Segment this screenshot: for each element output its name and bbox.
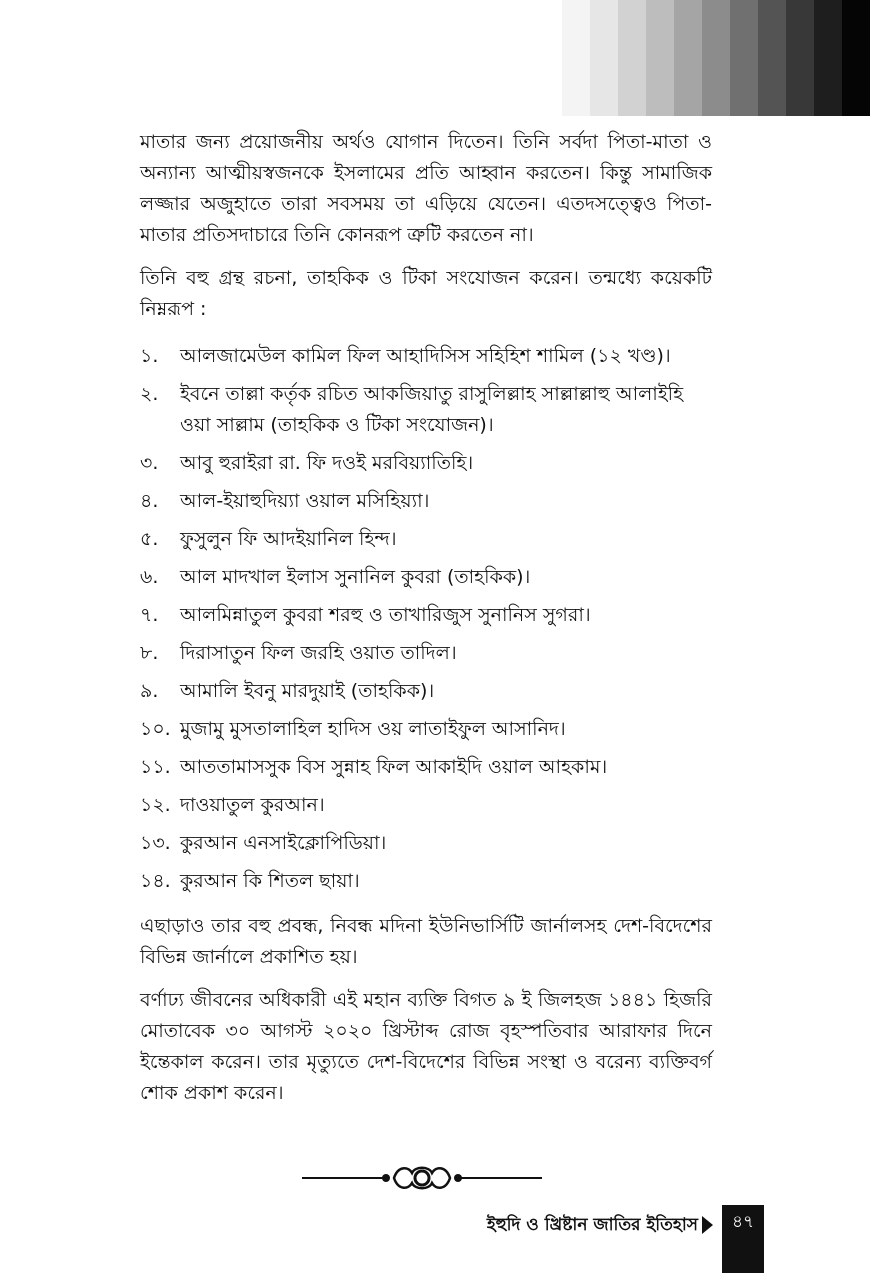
list-item-number: ২.: [140, 383, 159, 405]
list-item-title: আততামাসসুক বিস সুন্নাহ ফিল আকাইদি ওয়াল আহকাম।: [180, 756, 608, 778]
list-item-number: ১২.: [140, 794, 171, 816]
list-item: [140, 638, 712, 669]
list-item: [140, 379, 712, 441]
list-item-title: আবু হুরাইরা রা. ফি দওই মরবিয়্যাতিহি।: [180, 452, 474, 474]
list-item-title: ইবনে তাল্লা কর্তৃক রচিত আকজিয়াতু রাসুলিল্লাহ সাল্লাল্লাহু আলাইহি ওয়া সাল্লাম (তাহকিক ও টিকা সংযোজন)।: [180, 383, 684, 436]
page-number: ৪৭: [722, 1205, 764, 1273]
list-item-number: ৩.: [140, 452, 159, 474]
list-item-title: মুজামু মুসতালাহিল হাদিস ওয় লাতাইফুল আসানিদ।: [180, 718, 566, 740]
list-item-number: ৭.: [140, 604, 159, 626]
list-item-number: ১৪.: [140, 870, 171, 892]
gradient-swatch: [814, 0, 842, 116]
list-item-title: দাওয়াতুল কুরআন।: [180, 794, 325, 816]
list-item: [140, 866, 712, 897]
list-item-number: ৯.: [140, 680, 159, 702]
footer-arrow-icon: [702, 1216, 713, 1234]
list-item-number: ৬.: [140, 566, 159, 588]
gradient-swatch: [786, 0, 814, 116]
gradient-swatch: [646, 0, 674, 116]
list-item-title: দিরাসাতুন ফিল জরহি ওয়াত তাদিল।: [180, 642, 457, 664]
list-item-number: ১৩.: [140, 832, 171, 854]
list-item-title: আলজামেউল কামিল ফিল আহাদিসিস সহিহিশ শামিল (১২ খণ্ড)।: [180, 345, 671, 367]
list-item-number: ১.: [140, 345, 159, 367]
gradient-swatch: [842, 0, 870, 116]
list-item-title: আলমিন্নাতুল কুবরা শরহু ও তাখারিজুস সুনানিস সুগরা।: [180, 604, 591, 626]
list-item: [140, 341, 712, 372]
list-item: [140, 524, 712, 555]
list-item-title: আল মাদখাল ইলাস সুনানিল কুবরা (তাহকিক)।: [180, 566, 531, 588]
list-item: [140, 448, 712, 479]
gradient-swatch: [758, 0, 786, 116]
gradient-swatch: [562, 0, 590, 116]
list-item-title: ফুসুলুন ফি আদইয়ানিল হিন্দ।: [180, 528, 397, 550]
gradient-swatch: [590, 0, 618, 116]
list-item-number: ৫.: [140, 528, 159, 550]
books-intro-paragraph: তিনি বহু গ্রন্থ রচনা, তাহকিক ও টিকা সংযোজন করেন। তন্মধ্যে কয়েকটি নিম্নরূপ :: [140, 267, 712, 320]
gradient-swatch: [618, 0, 646, 116]
list-item: [140, 790, 712, 821]
header-gradient-bar: [562, 0, 870, 116]
list-item-number: ১০.: [140, 718, 171, 740]
list-item-title: কুরআন এনসাইক্লোপিডিয়া।: [180, 832, 387, 854]
list-item: [140, 486, 712, 517]
list-item: [140, 752, 712, 783]
list-item: [140, 562, 712, 593]
list-item: [140, 676, 712, 707]
book-list: [140, 341, 712, 897]
gradient-swatch: [674, 0, 702, 116]
list-item-title: আল-ইয়াহুদিয়্যা ওয়াল মসিহিয়্যা।: [180, 490, 430, 512]
list-item-number: ১১.: [140, 756, 171, 778]
list-item-title: কুরআন কি শিতল ছায়া।: [180, 870, 360, 892]
list-item: [140, 714, 712, 745]
page-content: [140, 127, 712, 1121]
list-item-title: আমালি ইবনু মারদুয়াই (তাহকিক)।: [180, 680, 435, 702]
footer-book-title: ইহুদি ও খ্রিষ্টান জাতির ইতিহাস: [486, 1215, 698, 1235]
list-item-number: ৮.: [140, 642, 159, 664]
list-item: [140, 828, 712, 859]
list-item: [140, 600, 712, 631]
gradient-swatch: [730, 0, 758, 116]
death-paragraph: বর্ণাঢ্য জীবনের অধিকারী এই মহান ব্যক্তি বিগত ৯ ই জিলহজ ১৪৪১ হিজরি মোতাবেক ৩০ আগস্ট ২০২০ খ্রিস্টাব্দ রোজ বৃহস্পতিবার আরাফার দিনে ইন্তেকাল করেন। তার মৃত্যুতে দেশ-বিদেশের বিভিন্ন সংস্থা ও বরেন্য ব্যক্তিবর্গ শোক প্রকাশ করেন।: [140, 989, 712, 1104]
list-item-number: ৪.: [140, 490, 159, 512]
ornamental-divider: [302, 1161, 542, 1195]
gradient-swatch: [702, 0, 730, 116]
intro-paragraph: মাতার জন্য প্রয়োজনীয় অর্থও যোগান দিতেন। তিনি সর্বদা পিতা-মাতা ও অন্যান্য আত্মীয়স্বজনকে ইসলামের প্রতি আহ্বান করতেন। কিন্তু সামাজিক লজ্জার অজুহাতে তারা সবসময় তা এড়িয়ে যেতেন। এতদসত্ত্বেও পিতা-মাতার প্রতিসদাচারে তিনি কোনরূপ ত্রুটি করতেন না।: [140, 131, 712, 246]
articles-paragraph: এছাড়াও তার বহু প্রবন্ধ, নিবন্ধ মদিনা ইউনিভার্সিটি জার্নালসহ দেশ-বিদেশের বিভিন্ন জার্নালে প্রকাশিত হয়।: [140, 915, 712, 968]
